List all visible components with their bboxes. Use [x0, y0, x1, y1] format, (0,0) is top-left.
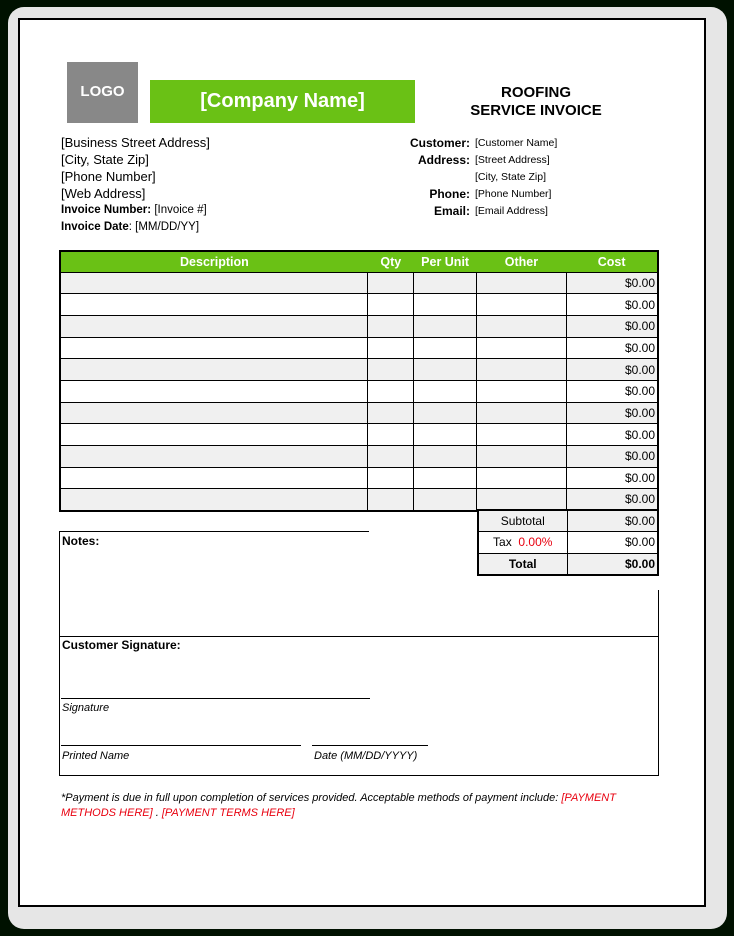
cell-per-unit[interactable]	[414, 467, 477, 489]
signature-line[interactable]	[61, 698, 370, 699]
cell-qty[interactable]	[368, 467, 414, 489]
customer-phone-value[interactable]: [Phone Number]	[475, 188, 552, 200]
total-label: Total	[478, 553, 567, 575]
notes-area[interactable]	[61, 550, 656, 634]
cell-cost[interactable]: $0.00	[566, 446, 658, 468]
logo-placeholder	[67, 62, 138, 123]
customer-phone-row	[400, 186, 557, 203]
cell-description[interactable]	[60, 467, 368, 489]
cell-description[interactable]	[60, 380, 368, 402]
printed-name-line[interactable]	[61, 745, 301, 746]
customer-email-label: Email:	[433, 204, 470, 218]
logo-text: LOGO	[80, 83, 125, 100]
table-row	[60, 467, 658, 489]
table-header	[60, 251, 658, 272]
tax-value: $0.00	[567, 532, 658, 554]
cell-cost[interactable]: $0.00	[566, 380, 658, 402]
cell-qty[interactable]	[368, 380, 414, 402]
invoice-number-value[interactable]: [Invoice #]	[154, 204, 207, 216]
cell-description[interactable]	[60, 424, 368, 446]
tax-label: Tax	[493, 535, 512, 550]
cell-cost[interactable]: $0.00	[566, 294, 658, 316]
column-header-qty: Qty	[368, 251, 414, 272]
cell-other[interactable]	[477, 272, 567, 294]
cell-per-unit[interactable]	[414, 272, 477, 294]
table-row	[60, 272, 658, 294]
cell-other[interactable]	[477, 446, 567, 468]
table-row	[60, 315, 658, 337]
notes-left-border	[59, 531, 60, 776]
table-row	[60, 489, 658, 511]
cell-description[interactable]	[60, 294, 368, 316]
customer-name-value[interactable]: [Customer Name]	[475, 137, 558, 149]
cell-cost[interactable]: $0.00	[566, 424, 658, 446]
invoice-number-row	[61, 202, 210, 219]
cell-other[interactable]	[477, 489, 567, 511]
cell-description[interactable]	[60, 272, 368, 294]
invoice-date-label: Invoice Date	[61, 221, 129, 233]
subtotal-row	[478, 510, 658, 532]
date-line[interactable]	[312, 745, 428, 746]
customer-name-row	[400, 135, 557, 152]
signature-caption: Signature	[62, 702, 110, 714]
customer-email-row	[400, 203, 557, 220]
cell-qty[interactable]	[368, 359, 414, 381]
cell-description[interactable]	[60, 315, 368, 337]
customer-phone-label: Phone:	[429, 187, 470, 201]
table-row	[60, 337, 658, 359]
column-header-other: Other	[477, 251, 567, 272]
total-value: $0.00	[567, 553, 658, 575]
invoice-number-label: Invoice Number:	[61, 204, 152, 216]
customer-city-value[interactable]: [City, State Zip]	[475, 171, 546, 183]
payment-note-text: *Payment is due in full upon completion of services provided. Acceptable methods of payment include:	[61, 792, 562, 804]
cell-per-unit[interactable]	[414, 294, 477, 316]
cell-description[interactable]	[60, 446, 368, 468]
cell-cost[interactable]: $0.00	[566, 467, 658, 489]
cell-per-unit[interactable]	[414, 424, 477, 446]
invoice-date-value[interactable]: : [MM/DD/YY]	[128, 221, 200, 233]
column-header-cost: Cost	[566, 251, 658, 272]
business-city[interactable]: [City, State Zip]	[61, 152, 149, 167]
subtotal-label: Subtotal	[478, 510, 567, 532]
payment-terms-note	[61, 791, 651, 821]
column-header-per-unit: Per Unit	[414, 251, 477, 272]
cell-other[interactable]	[477, 315, 567, 337]
cell-qty[interactable]	[368, 489, 414, 511]
cell-per-unit[interactable]	[414, 315, 477, 337]
table-row	[60, 294, 658, 316]
table-row	[60, 446, 658, 468]
line-items-table	[59, 250, 659, 512]
cell-per-unit[interactable]	[414, 337, 477, 359]
invoice-title	[440, 84, 632, 120]
business-web[interactable]: [Web Address]	[61, 186, 146, 201]
cell-qty[interactable]	[368, 446, 414, 468]
customer-street-value[interactable]: [Street Address]	[475, 154, 550, 166]
cell-description[interactable]	[60, 337, 368, 359]
payment-terms[interactable]: [PAYMENT TERMS HERE]	[161, 807, 295, 819]
customer-email-value[interactable]: [Email Address]	[475, 205, 548, 217]
cell-other[interactable]	[477, 359, 567, 381]
invoice-date-row	[61, 219, 210, 236]
cell-qty[interactable]	[368, 315, 414, 337]
cell-qty[interactable]	[368, 337, 414, 359]
cell-cost[interactable]: $0.00	[566, 337, 658, 359]
customer-info	[400, 135, 557, 220]
customer-city-row	[400, 169, 557, 186]
business-phone[interactable]: [Phone Number]	[61, 169, 156, 184]
cell-other[interactable]	[477, 424, 567, 446]
cell-cost[interactable]: $0.00	[566, 489, 658, 511]
cell-qty[interactable]	[368, 272, 414, 294]
table-row	[60, 359, 658, 381]
cell-qty[interactable]	[368, 402, 414, 424]
business-street[interactable]: [Business Street Address]	[61, 135, 210, 150]
cell-description[interactable]	[60, 402, 368, 424]
company-name-banner	[150, 80, 415, 123]
company-name[interactable]: [Company Name]	[200, 90, 365, 112]
cell-cost[interactable]: $0.00	[566, 402, 658, 424]
business-info	[61, 134, 210, 236]
date-caption: Date (MM/DD/YYYY)	[314, 750, 418, 762]
signature-box-bottom-border	[59, 775, 659, 776]
cell-cost[interactable]: $0.00	[566, 359, 658, 381]
table-row	[60, 424, 658, 446]
customer-signature-label: Customer Signature:	[62, 638, 181, 652]
customer-address-label: Address:	[417, 153, 470, 167]
cell-other[interactable]	[477, 294, 567, 316]
title-line-1: ROOFING	[501, 84, 571, 101]
cell-other[interactable]	[477, 337, 567, 359]
title-line-2: SERVICE INVOICE	[470, 102, 602, 119]
payment-separator: .	[152, 807, 162, 819]
cell-per-unit[interactable]	[414, 402, 477, 424]
cell-qty[interactable]	[368, 424, 414, 446]
notes-label: Notes:	[62, 534, 100, 548]
cell-other[interactable]	[477, 467, 567, 489]
subtotal-value: $0.00	[567, 510, 658, 532]
table-row	[60, 380, 658, 402]
cell-per-unit[interactable]	[414, 359, 477, 381]
cell-description[interactable]	[60, 359, 368, 381]
cell-qty[interactable]	[368, 294, 414, 316]
notes-right-border	[658, 590, 659, 776]
cell-cost[interactable]: $0.00	[566, 272, 658, 294]
table-row	[60, 402, 658, 424]
cell-per-unit[interactable]	[414, 446, 477, 468]
payment-methods[interactable]: [PAYMENT METHODS HERE]	[61, 792, 616, 819]
cell-per-unit[interactable]	[414, 489, 477, 511]
printed-name-caption: Printed Name	[62, 750, 130, 762]
tax-rate[interactable]: 0.00%	[518, 535, 553, 550]
column-header-description: Description	[60, 251, 368, 272]
notes-top-border	[59, 531, 369, 532]
customer-name-label: Customer:	[409, 136, 470, 150]
cell-per-unit[interactable]	[414, 380, 477, 402]
cell-description[interactable]	[60, 489, 368, 511]
cell-other[interactable]	[477, 380, 567, 402]
cell-cost[interactable]: $0.00	[566, 315, 658, 337]
notes-bottom-border	[59, 636, 659, 637]
customer-address-row	[400, 152, 557, 169]
cell-other[interactable]	[477, 402, 567, 424]
